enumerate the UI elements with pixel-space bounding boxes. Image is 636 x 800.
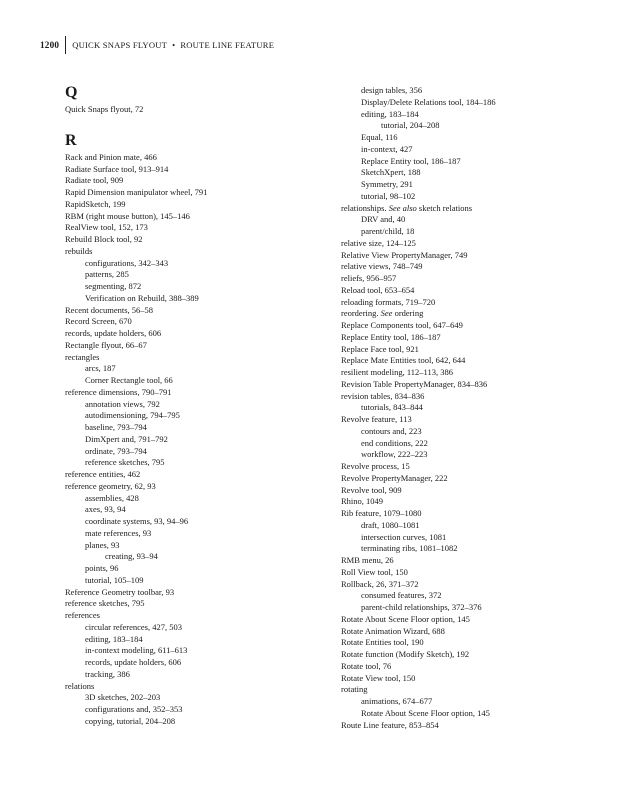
index-entry: Rotate About Scene Floor option, 145 — [341, 613, 470, 624]
index-entry: mate references, 93 — [85, 527, 152, 538]
index-entry: in-context, 427 — [361, 143, 413, 154]
index-entry: revision tables, 834–836 — [341, 390, 425, 401]
index-entry: circular references, 427, 503 — [85, 621, 182, 632]
index-entry: animations, 674–677 — [361, 696, 433, 706]
index-entry: Rapid Dimension manipulator wheel, 791 — [65, 187, 208, 197]
index-entry: tracking, 386 — [85, 668, 130, 679]
index-entry: Symmetry, 291 — [361, 179, 413, 189]
index-entry: assemblies, 428 — [85, 492, 139, 503]
index-entry: Replace Face tool, 921 — [341, 343, 419, 354]
index-entry: rotating — [341, 684, 368, 695]
index-entry: rebuilds — [65, 245, 93, 256]
index-entry: configurations, 342–343 — [85, 257, 169, 268]
index-entry: rectangles — [65, 351, 100, 362]
index-entry: reference geometry, 62, 93 — [65, 480, 156, 491]
index-entry: Rotate function (Modify Sketch), 192 — [341, 649, 470, 659]
section-letter-r: R — [65, 131, 77, 149]
index-entry: in-context modeling, 611–613 — [85, 645, 188, 656]
index-entry: references — [65, 610, 100, 620]
index-entry: Rib feature, 1079–1080 — [341, 508, 422, 518]
index-entry: reloading formats, 719–720 — [341, 296, 436, 307]
index-entry: Record Screen, 670 — [65, 316, 132, 327]
index-entry: workflow, 222–223 — [361, 449, 428, 460]
index-entry: tutorial, 204–208 — [381, 120, 440, 131]
index-entry: Replace Entity tool, 186–187 — [341, 331, 441, 342]
index-column-right — [341, 85, 611, 731]
index-entry: Rack and Pinion mate, 466 — [65, 151, 157, 162]
index-entry: Relative View PropertyManager, 749 — [341, 249, 468, 260]
index-entry: reference entities, 462 — [65, 469, 141, 479]
index-entry: intersection curves, 1081 — [361, 531, 447, 542]
index-entry: relations — [65, 680, 95, 691]
index-entry: Rotate tool, 76 — [341, 660, 392, 671]
index-entry: Rebuild Block tool, 92 — [65, 234, 143, 244]
index-entry: Rotate About Scene Floor option, 145 — [361, 707, 490, 718]
index-entry: RBM (right mouse button), 145–146 — [65, 210, 190, 221]
header-divider — [65, 36, 66, 54]
index-entry: Revolve process, 15 — [341, 461, 410, 471]
index-entry: relative size, 124–125 — [341, 237, 416, 248]
index-entry: reference dimensions, 790–791 — [65, 386, 172, 397]
index-entry: annotation views, 792 — [85, 398, 160, 409]
index-entry: end conditions, 222 — [361, 437, 428, 448]
index-entry: Revolve PropertyManager, 222 — [341, 472, 448, 483]
index-entry: baseline, 793–794 — [85, 422, 147, 432]
page-number: 1200 — [40, 40, 60, 50]
index-entry: RMB menu, 26 — [341, 555, 394, 565]
index-entry: Corner Rectangle tool, 66 — [85, 375, 173, 385]
index-entry: consumed features, 372 — [361, 590, 442, 601]
index-entry: reordering. See ordering — [341, 308, 424, 319]
index-entry: records, update holders, 606 — [65, 328, 162, 338]
index-entry: Rollback, 26, 371–372 — [341, 578, 419, 589]
index-entry: DRV and, 40 — [361, 214, 406, 225]
index-entry: RapidSketch, 199 — [65, 198, 126, 209]
index-entry: contours and, 223 — [361, 425, 422, 436]
index-entry: Rotate View tool, 150 — [341, 672, 416, 683]
index-entry: relative views, 748–749 — [341, 261, 423, 272]
index-entry: Quick Snaps flyout, 72 — [65, 104, 144, 114]
index-entry: arcs, 187 — [85, 363, 116, 374]
index-entry: Reload tool, 653–654 — [341, 284, 415, 295]
index-entry: Rotate Animation Wizard, 688 — [341, 625, 445, 636]
index-entry: Radiate tool, 909 — [65, 175, 124, 186]
index-entry: autodimensioning, 794–795 — [85, 410, 180, 421]
index-entry: reference sketches, 795 — [65, 598, 145, 609]
index-entry: Replace Components tool, 647–649 — [341, 320, 463, 330]
index-entry: planes, 93 — [85, 539, 120, 550]
index-entry: Verification on Rebuild, 388–389 — [85, 292, 199, 303]
index-entry: Rectangle flyout, 66–67 — [65, 339, 147, 350]
index-entry: Replace Entity tool, 186–187 — [361, 155, 461, 166]
index-entry: Replace Mate Entities tool, 642, 644 — [341, 355, 466, 366]
index-column-left — [65, 84, 335, 728]
index-entry: records, update holders, 606 — [85, 657, 182, 667]
index-entry: Rotate Entities tool, 190 — [341, 637, 424, 648]
index-entry: parent/child, 18 — [361, 226, 415, 236]
running-head-end: ROUTE LINE FEATURE — [180, 40, 275, 50]
index-entry: Radiate Surface tool, 913–914 — [65, 163, 169, 174]
index-entry: Recent documents, 56–58 — [65, 304, 154, 315]
index-entry: reference sketches, 795 — [85, 457, 165, 468]
running-head-start: QUICK SNAPS FLYOUT — [72, 40, 168, 50]
running-head-bullet: • — [172, 40, 176, 50]
index-entry: 3D sketches, 202–203 — [85, 692, 161, 703]
index-entry: segmenting, 872 — [85, 281, 142, 291]
index-entry: coordinate systems, 93, 94–96 — [85, 516, 189, 526]
r-entries — [65, 152, 335, 728]
index-entry: tutorial, 105–109 — [85, 574, 144, 585]
index-entry: configurations and, 352–353 — [85, 704, 183, 714]
index-entry: Revolve feature, 113 — [341, 414, 412, 424]
index-entry: Reference Geometry toolbar, 93 — [65, 586, 175, 597]
index-entry: draft, 1080–1081 — [361, 519, 420, 530]
index-entry: Revision Table PropertyManager, 834–836 — [341, 378, 488, 389]
index-entry: DimXpert and, 791–792 — [85, 433, 168, 444]
q-entries — [65, 104, 335, 116]
index-entry: SketchXpert, 188 — [361, 167, 421, 178]
index-entry: Rhino, 1049 — [341, 496, 384, 507]
index-entry: creating, 93–94 — [105, 551, 158, 562]
index-entry: Roll View tool, 150 — [341, 566, 408, 577]
index-entry: editing, 183–184 — [85, 633, 143, 644]
index-entry: relationships. See also sketch relations — [341, 202, 473, 213]
index-entry: Equal, 116 — [361, 132, 398, 142]
index-entry: Display/Delete Relations tool, 184–186 — [361, 96, 496, 107]
index-entry: reliefs, 956–957 — [341, 273, 397, 283]
index-entry: resilient modeling, 112–113, 386 — [341, 367, 453, 377]
index-entry: editing, 183–184 — [361, 108, 419, 119]
index-entry: Revolve tool, 909 — [341, 484, 402, 495]
index-entry: tutorial, 98–102 — [361, 190, 416, 201]
running-header — [40, 36, 274, 54]
index-entry: terminating ribs, 1081–1082 — [361, 543, 458, 554]
index-entry: tutorials, 843–844 — [361, 402, 423, 413]
index-entry: axes, 93, 94 — [85, 504, 126, 515]
right-entries — [341, 85, 611, 731]
index-entry: ordinate, 793–794 — [85, 445, 147, 456]
index-entry: RealView tool, 152, 173 — [65, 222, 148, 233]
section-letter-q: Q — [65, 84, 78, 101]
index-entry: Route Line feature, 853–854 — [341, 719, 439, 730]
index-entry: parent-child relationships, 372–376 — [361, 602, 482, 612]
index-entry: design tables, 356 — [361, 85, 423, 95]
index-entry: points, 96 — [85, 563, 119, 573]
index-entry: copying, tutorial, 204–208 — [85, 715, 176, 726]
index-entry: patterns, 285 — [85, 269, 129, 280]
